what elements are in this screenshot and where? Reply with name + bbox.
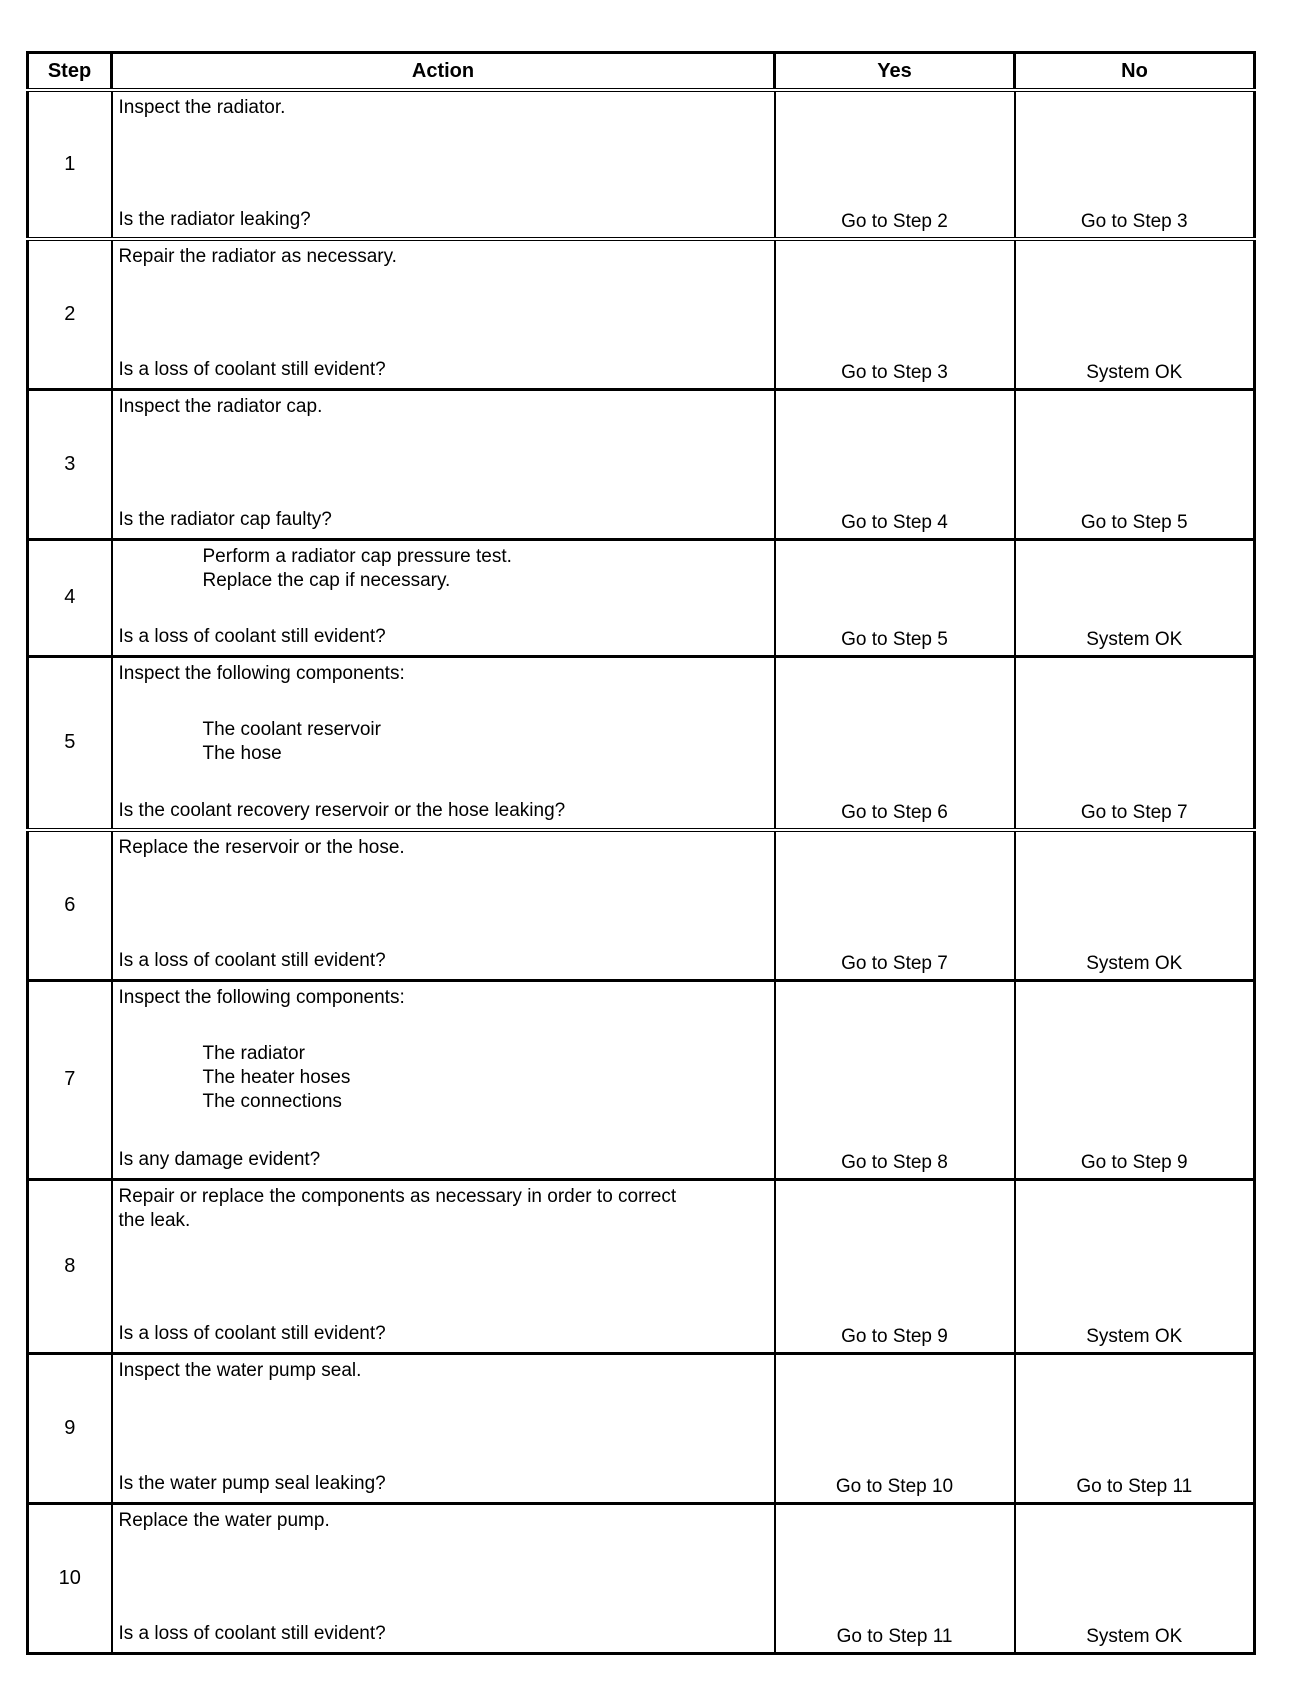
action-cell xyxy=(112,239,775,389)
table-row xyxy=(28,1353,1255,1503)
no-result: System OK xyxy=(1015,239,1255,389)
step-number: 2 xyxy=(28,239,112,389)
table-row xyxy=(28,239,1255,389)
list-item: The coolant reservoir xyxy=(202,718,381,740)
instruction-line: Replace the cap if necessary. xyxy=(202,569,451,591)
action-question: Is a loss of coolant still evident? xyxy=(118,1622,386,1644)
table-row xyxy=(28,656,1255,830)
action-question: Is the radiator cap faulty? xyxy=(118,508,332,530)
action-question: Is a loss of coolant still evident? xyxy=(118,359,386,380)
component-list xyxy=(113,1042,774,1114)
diagnostic-page xyxy=(26,51,1256,1655)
instruction-line: Repair or replace the components as necessary in order to correct xyxy=(118,1185,677,1207)
table-row xyxy=(28,1503,1255,1653)
table-row xyxy=(28,539,1255,656)
yes-result: Go to Step 10 xyxy=(775,1353,1015,1503)
yes-result: Go to Step 5 xyxy=(775,539,1015,656)
yes-result: Go to Step 4 xyxy=(775,389,1015,539)
action-question: Is a loss of coolant still evident? xyxy=(118,950,386,971)
action-cell xyxy=(112,389,775,539)
action-instruction: Inspect the radiator cap. xyxy=(118,395,323,417)
step-number: 9 xyxy=(28,1353,112,1503)
list-item: The heater hoses xyxy=(202,1066,351,1088)
action-cell xyxy=(112,980,775,1179)
yes-result: Go to Step 8 xyxy=(775,980,1015,1179)
instruction-line: the leak. xyxy=(118,1209,191,1231)
yes-result: Go to Step 2 xyxy=(775,90,1015,239)
component-list xyxy=(113,718,774,766)
step-number: 10 xyxy=(28,1503,112,1653)
no-result: System OK xyxy=(1015,1179,1255,1353)
action-instruction: Repair the radiator as necessary. xyxy=(118,246,397,267)
action-cell xyxy=(112,656,775,830)
step-number: 5 xyxy=(28,656,112,830)
yes-result: Go to Step 3 xyxy=(775,239,1015,389)
table-row xyxy=(28,980,1255,1179)
header-no: No xyxy=(1015,53,1255,91)
step-number: 7 xyxy=(28,980,112,1179)
action-question: Is a loss of coolant still evident? xyxy=(118,625,386,647)
table-row xyxy=(28,830,1255,980)
action-instruction: Inspect the water pump seal. xyxy=(118,1359,362,1381)
action-instruction: Replace the reservoir or the hose. xyxy=(118,837,405,858)
step-number: 3 xyxy=(28,389,112,539)
yes-result: Go to Step 7 xyxy=(775,830,1015,980)
yes-result: Go to Step 11 xyxy=(775,1503,1015,1653)
action-cell xyxy=(112,539,775,656)
yes-result: Go to Step 9 xyxy=(775,1179,1015,1353)
step-number: 8 xyxy=(28,1179,112,1353)
table-row xyxy=(28,90,1255,239)
action-question: Is a loss of coolant still evident? xyxy=(118,1322,386,1344)
action-cell xyxy=(112,1503,775,1653)
action-cell xyxy=(112,830,775,980)
list-item: The hose xyxy=(202,742,282,764)
action-instruction xyxy=(113,1181,774,1233)
yes-result: Go to Step 6 xyxy=(775,656,1015,830)
action-instruction: Inspect the radiator. xyxy=(118,97,286,118)
action-question: Is the coolant recovery reservoir or the hose leaking? xyxy=(118,799,566,821)
table-row xyxy=(28,389,1255,539)
action-question: Is the radiator leaking? xyxy=(118,209,311,230)
step-number: 1 xyxy=(28,90,112,239)
action-question: Is any damage evident? xyxy=(118,1148,321,1170)
diagnostic-table xyxy=(26,51,1256,1655)
instruction-line: Perform a radiator cap pressure test. xyxy=(202,545,512,567)
action-instruction: Inspect the following components: xyxy=(118,662,405,684)
no-result: Go to Step 5 xyxy=(1015,389,1255,539)
no-result: System OK xyxy=(1015,1503,1255,1653)
no-result: System OK xyxy=(1015,539,1255,656)
action-cell xyxy=(112,1179,775,1353)
no-result: Go to Step 11 xyxy=(1015,1353,1255,1503)
no-result: Go to Step 3 xyxy=(1015,90,1255,239)
action-cell xyxy=(112,1353,775,1503)
action-cell xyxy=(112,90,775,239)
step-number: 4 xyxy=(28,539,112,656)
action-question: Is the water pump seal leaking? xyxy=(118,1472,386,1494)
no-result: Go to Step 7 xyxy=(1015,656,1255,830)
action-instruction: Replace the water pump. xyxy=(118,1509,330,1531)
header-step: Step xyxy=(28,53,112,91)
list-item: The connections xyxy=(202,1090,342,1112)
step-number: 6 xyxy=(28,830,112,980)
no-result: System OK xyxy=(1015,830,1255,980)
header-yes: Yes xyxy=(775,53,1015,91)
header-row xyxy=(28,53,1255,91)
header-action: Action xyxy=(112,53,775,91)
action-instruction: Inspect the following components: xyxy=(118,986,405,1008)
no-result: Go to Step 9 xyxy=(1015,980,1255,1179)
list-item: The radiator xyxy=(202,1042,305,1064)
table-row xyxy=(28,1179,1255,1353)
action-instruction xyxy=(113,541,774,593)
